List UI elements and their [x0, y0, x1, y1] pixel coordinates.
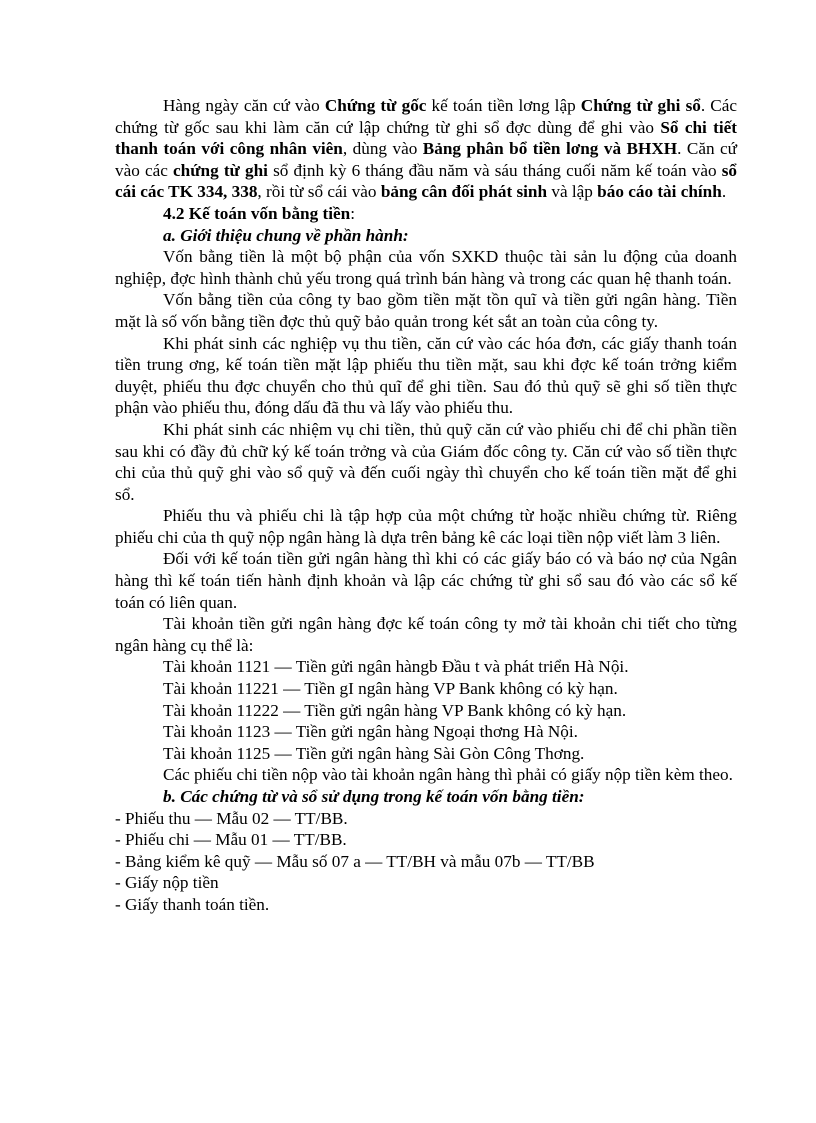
text-run: . Các chứng từ gốc sau khi làm căn cứ lập chứng từ ghi sổ đợc dùng để ghi vào: [115, 96, 738, 137]
paragraph-thu-tien: Khi phát sinh các nghiệp vụ thu tiền, căn cứ vào các hóa đơn, các giấy thanh toán tiền trung ơng, kế toán tiền mặt lập phiếu thu tiền mặt, sau khi đợc kế toán trởng kiểm duyệt, phiếu thu đợc chuyển cho thủ quĩ để ghi tiền. Sau đó thủ quỹ sẽ ghi số tiền thực phận vào phiếu thu, đóng dấu đã thu và lấy vào phiếu thu.: [115, 333, 737, 418]
account-item: Tài khoản 11222 — Tiền gửi ngân hàng VP Bank không có kỳ hạn.: [163, 700, 627, 720]
bullet-item: - Bảng kiểm kê quỹ — Mẫu số 07 a — TT/BH và mẫu 07b — TT/BB: [115, 851, 595, 871]
text-run: .: [721, 182, 727, 202]
section-heading-text: 4.2 Kế toán vốn bằng tiền: [163, 203, 351, 223]
text-run: và lập: [547, 182, 598, 202]
bullet-item: - Phiếu thu — Mẫu 02 — TT/BB.: [115, 808, 348, 828]
bullet-item: - Giấy nộp tiền: [115, 873, 219, 893]
document-bullet-list: [115, 808, 737, 916]
subheading-b: b. Các chứng từ và sổ sử dụng trong kế toán vốn bằng tiền:: [163, 787, 585, 806]
account-item: Tài khoản 1125 — Tiền gửi ngân hàng Sài Gòn Công Thơng.: [163, 743, 585, 763]
section-heading-colon: :: [350, 203, 355, 223]
paragraph-von-bang-tien: Vốn bằng tiền là một bộ phận của vốn SXKD thuộc tài sản lu động của doanh nghiệp, đợc hình thành chủ yếu trong quá trình bán hàng và trong các quan hệ thanh toán.: [115, 247, 737, 288]
account-item: Tài khoản 1123 — Tiền gửi ngân hàng Ngoại thơng Hà Nội.: [163, 722, 578, 742]
text-run: , rồi từ sổ cái vào: [257, 182, 381, 202]
text-run: , dùng vào: [342, 139, 423, 159]
paragraph-tai-khoan-intro: Tài khoản tiền gửi ngân hàng đợc kế toán công ty mở tài khoản chi tiết cho từng ngân hàng cụ thể là:: [115, 614, 737, 655]
bold-run: báo cáo tài chính: [597, 182, 722, 202]
account-item: Tài khoản 1121 — Tiền gửi ngân hàngb Đầu t và phát triển Hà Nội.: [163, 657, 629, 677]
account-list: [115, 656, 737, 764]
bullet-item: - Giấy thanh toán tiền.: [115, 894, 270, 914]
bold-run: sổ cái các TK 334, 338: [115, 160, 737, 202]
text-run: kế toán tiền lơng lập: [426, 96, 581, 115]
bold-run: bảng cân đối phát sinh: [380, 182, 548, 202]
paragraph-chi-tien: Khi phát sinh các nhiệm vụ chi tiền, thủ quỹ căn cứ vào phiếu chi để chi phần tiền sau khi có đầy đủ chữ ký kế toán trởng và của Giám đốc công ty. Căn cứ vào số tiền thực chi của thủ quỹ ghi vào sổ quỹ và đến cuối ngày thì chuyển cho kế toán tiền mặt để ghi sổ.: [115, 419, 737, 504]
text-run: sổ định kỳ 6 tháng đầu năm và sáu tháng cuối năm kế toán vào: [267, 160, 722, 180]
document-page: [115, 95, 737, 916]
bold-run: Chứng từ gốc: [324, 96, 427, 115]
bold-run: Sổ chi tiết thanh toán với công nhân viên: [115, 117, 737, 159]
bold-run: Chứng từ ghi sổ: [580, 96, 701, 115]
section-heading: [115, 203, 737, 225]
text-run: . Căn cứ vào các: [115, 139, 737, 180]
paragraph-chung-tu-ghi-so: [115, 95, 737, 203]
subheading-a: a. Giới thiệu chung về phần hành:: [163, 225, 409, 245]
bullet-item: - Phiếu chi — Mẫu 01 — TT/BB.: [115, 830, 347, 850]
paragraph-tien-gui-ngan-hang: Đối với kế toán tiền gửi ngân hàng thì khi có các giấy báo có và báo nợ của Ngân hàng thì kế toán tiến hành định khoản và lập các chứng từ ghi sổ sau đó vào các sổ kế toán có liên quan.: [115, 549, 737, 612]
bold-run: chứng từ ghi: [173, 160, 268, 180]
bold-run: Bảng phân bổ tiền lơng và BHXH: [422, 139, 678, 159]
paragraph-tien-mat: Vốn bằng tiền của công ty bao gồm tiền mặt tồn quĩ và tiền gửi ngân hàng. Tiền mặt là số vốn bằng tiền đợc thủ quỹ bảo quản trong két sắt an toàn của công ty.: [115, 290, 737, 331]
account-item: Tài khoản 11221 — Tiền gI ngân hàng VP Bank không có kỳ hạn.: [163, 679, 618, 699]
paragraph-giay-nop-tien: Các phiếu chi tiền nộp vào tài khoản ngân hàng thì phải có giấy nộp tiền kèm theo.: [163, 765, 733, 785]
paragraph-phieu-thu-chi: Phiếu thu và phiếu chi là tập hợp của một chứng từ hoặc nhiều chứng từ. Riêng phiếu chi của th quỹ nộp ngân hàng là dựa trên bảng kê các loại tiền nộp viết làm 3 liên.: [115, 506, 737, 547]
text-run: Hàng ngày căn cứ vào: [163, 96, 325, 115]
